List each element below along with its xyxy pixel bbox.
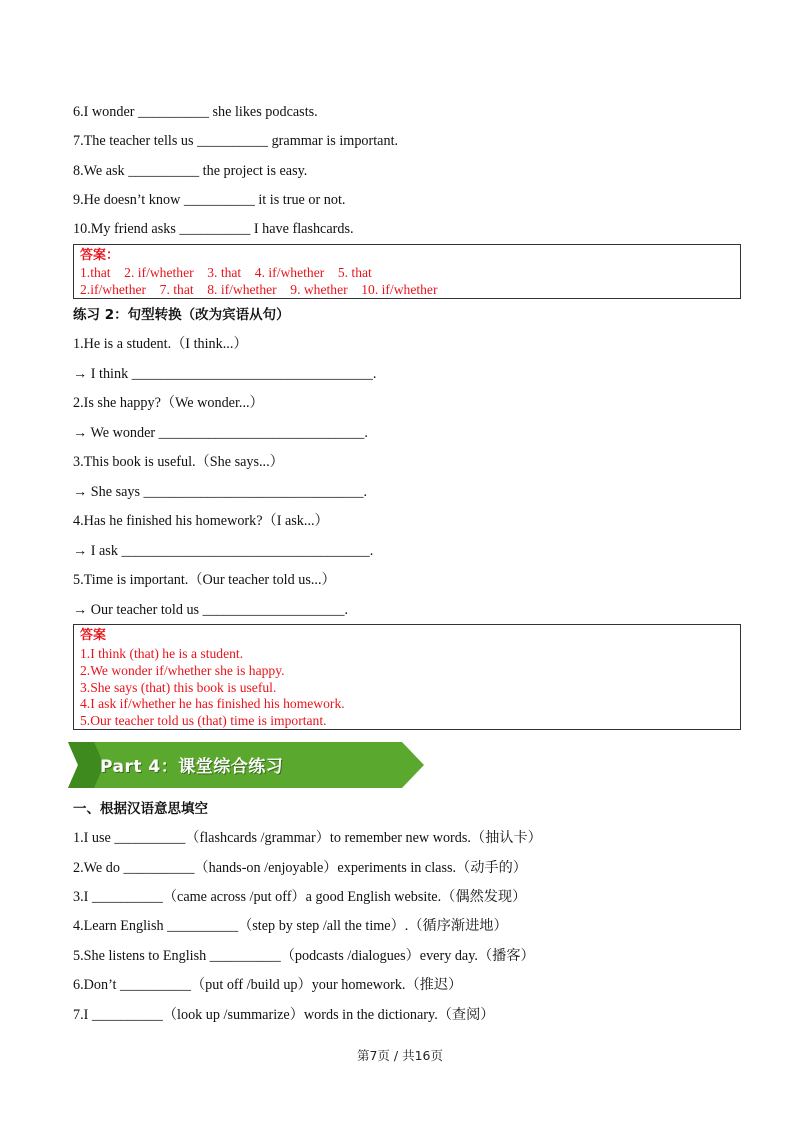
exercise-item: 7.The teacher tells us __________ grammar is important. [73, 133, 399, 149]
exercise-item: 10.My friend asks __________ I have flashcards. [73, 221, 354, 237]
exercise-item: 7.I __________（look up /summarize）words in the dictionary.（查阅） [73, 1007, 495, 1023]
section-heading: 练习 2：句型转换（改为宾语从句） [73, 307, 290, 323]
part-banner-title: Part 4：课堂综合练习 [100, 757, 284, 777]
exercise-item: 4.Has he finished his homework?（I ask...） [73, 513, 329, 529]
exercise-item: 5.Time is important.（Our teacher told us...） [73, 572, 336, 588]
exercise-item: 1.He is a student.（I think...） [73, 336, 248, 352]
answer-box [73, 244, 741, 299]
exercise-item: → Our teacher told us ____________________. [73, 602, 349, 618]
answer-box [73, 624, 741, 730]
exercise-item: 3.This book is useful.（She says...） [73, 454, 284, 470]
answer-line: 1.I think (that) he is a student. [80, 646, 244, 661]
exercise-item: 2.Is she happy?（We wonder...） [73, 395, 264, 411]
exercise-item: 6.Don’t __________（put off /build up）your homework.（推迟） [73, 977, 463, 993]
answer-title: 答案： [80, 248, 120, 263]
exercise-item: 3.I __________（came across /put off）a good English website.（偶然发现） [73, 889, 527, 905]
answer-line: 1.that 2. if/whether 3. that 4. if/whether 5. that [80, 265, 372, 280]
exercise-item: → She says _______________________________. [73, 484, 367, 500]
exercise-item: → I think __________________________________. [73, 366, 377, 382]
exercise-item: 5.She listens to English __________（podcasts /dialogues）every day.（播客） [73, 948, 535, 964]
exercise-item: 1.I use __________（flashcards /grammar）to remember new words.（抽认卡） [73, 830, 542, 846]
exercise-item: 8.We ask __________ the project is easy. [73, 163, 308, 179]
exercise-item: 4.Learn English __________（step by step /all the time）.（循序渐进地） [73, 918, 508, 934]
exercise-item: 9.He doesn’t know __________ it is true or not. [73, 192, 346, 208]
answer-line: 2.if/whether 7. that 8. if/whether 9. whether 10. if/whether [80, 282, 438, 297]
exercise-item: 2.We do __________（hands-on /enjoyable）experiments in class.（动手的） [73, 860, 527, 876]
page-footer: 第7页 / 共16页 [356, 1048, 444, 1063]
answer-line: 2.We wonder if/whether she is happy. [80, 663, 285, 678]
answer-title: 答案 [80, 628, 107, 643]
answer-line: 4.I ask if/whether he has finished his homework. [80, 696, 345, 711]
exercise-item: → I ask ___________________________________. [73, 543, 374, 559]
answer-line: 5.Our teacher told us (that) time is important. [80, 713, 327, 728]
exercise-item: → We wonder _____________________________. [73, 425, 368, 441]
section-heading: 一、根据汉语意思填空 [73, 801, 208, 817]
exercise-item: 6.I wonder __________ she likes podcasts. [73, 104, 318, 120]
answer-line: 3.She says (that) this book is useful. [80, 680, 277, 695]
